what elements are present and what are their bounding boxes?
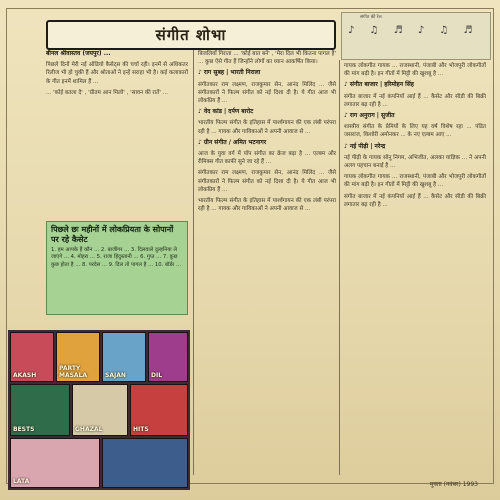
column-2-heading: ♪ ग्रीन संगीत / अमित भटनागर xyxy=(198,138,267,146)
column-2-paragraph: आज के युवा वर्ग में पॉप संगीत का क्रेज बढ़ा है ... एल्बम और रीमिक्स गीत काफी सुने जा रहे हैं ... xyxy=(198,151,336,166)
column-1-text xyxy=(46,50,188,218)
cassette-cover xyxy=(102,438,188,488)
column-3-paragraph: गायक लोकगीत गायक ... राजस्थानी, पंजाबी और भोजपुरी लोकगीतों की मांग बढ़ी है। इन गीतों में मिट्टी की खुशबू है ... xyxy=(344,174,486,189)
column-2-paragraph: भारतीय फिल्म संगीत के इतिहास में पार्श्वगायन की एक लंबी परंपरा रही है ... गायक और गायिकाओं ने अपनी आवाज से ... xyxy=(198,120,336,135)
cassette-collage xyxy=(8,330,190,490)
column-divider xyxy=(193,50,194,475)
column-3-heading: ♪ संगीत बाजार | हरिमोहन सिंह xyxy=(344,81,414,89)
column-3-paragraph: गायक लोकगीत गायक ... राजस्थानी, पंजाबी और भोजपुरी लोकगीतों की मांग बढ़ी है। इन गीतों में मिट्टी की खुशबू है ... xyxy=(344,63,486,78)
column-2-text xyxy=(198,50,336,480)
cassette-cover: AKASH xyxy=(10,332,54,382)
music-caption: संगीत की रेल xyxy=(360,15,382,20)
section-title-box xyxy=(46,20,336,50)
column-3-heading: ♪ राग अनुराग | सुजीत xyxy=(344,112,395,120)
music-notes: ♪ ♫ ♬ ♪ ♫ ♬ xyxy=(348,25,479,36)
cassette-cover: HITS xyxy=(130,384,188,436)
column-1-paragraph-2: ... 'कोई बतला दे' , 'प्रीतम आन मिलो' , 'सावन की रातें' ... xyxy=(46,89,169,96)
column-3-paragraph: संगीत बाजार में नई कंपनियाँ आई हैं ... कैसेट और सीडी की बिक्री लगातार बढ़ रही है ... xyxy=(344,193,486,208)
section-title: संगीत शोभा xyxy=(155,26,227,44)
cassette-cover: DIL xyxy=(148,332,188,382)
column-2-heading: ♪ वेद कांड | दर्पण बारोट xyxy=(198,108,254,116)
column-2-heading: ♪ राग सुबह | भारती निराला xyxy=(198,69,261,77)
column-3-paragraph: नई पीढ़ी के गायक सोनू निगम, अभिजीत, अलका याज्ञिक ... ने अपनी अलग पहचान बनाई है ... xyxy=(344,154,486,170)
column-2-paragraph: भारतीय फिल्म संगीत के इतिहास में पार्श्वगायन की एक लंबी परंपरा रही है ... गायक और गायिकाओं ने अपनी आवाज से ... xyxy=(198,198,336,213)
popular-cassettes-box xyxy=(46,221,188,315)
cassette-cover: GHAZAL xyxy=(72,384,128,436)
page-footer: मुक्ता (नवंबर) 1993 xyxy=(429,481,478,488)
cassette-cover: BESTS xyxy=(10,384,70,436)
column-3-paragraph: शास्त्रीय संगीत के प्रेमियों के लिए यह वर्ष विशेष रहा ... पंडित जसराज, किशोरी अमोनकर ... के नए एल्बम आए ... xyxy=(344,124,486,139)
cassette-cover: LATA xyxy=(10,438,100,488)
cassette-cover: SAJAN xyxy=(102,332,146,382)
popular-cassettes-list: 1. हम आपके हैं कौन ... 2. बाजीगर ... 3. दिलवाले दुल्हनिया ले जाएंगे ... 4. मोहरा ... 5. राजा हिंदुस्तानी ... 6. गुप्त ... 7. कुछ कुछ होता है ... 8. परदेस ... 9. दिल तो पागल है ... 10. बॉर्डर ... xyxy=(51,247,182,268)
column-1-paragraph: पिछले दिनों मेरी नई ऑडियो कैसेट्स की चर्चा रही। इनमें से अधिकतर रिलीज भी हो चुकी हैं और श्रोताओं ने इन्हें सराहा भी है। कई कलाकारों के गीत इनमें शामिल हैं ... xyxy=(46,62,188,85)
column-1-byline: बीनल श्रीवास्तव (जयपुर) ... xyxy=(46,50,111,57)
column-2-paragraph: बिजलियाँ गिराता ... 'कोई बात बने' , 'मेरा दिल भी कितना पागल है' ... कुछ ऐसे गीत हैं जिन्होंने लोगों का ध्यान आकर्षित किया। xyxy=(198,51,336,66)
column-3-text xyxy=(344,62,486,480)
column-3-heading: ♪ नई पीढ़ी | नरेन्द्र xyxy=(344,142,386,150)
column-3-paragraph: संगीत बाजार में नई कंपनियाँ आई हैं ... कैसेट और सीडी की बिक्री लगातार बढ़ रही है ... xyxy=(344,93,486,108)
column-2-paragraph: संगीतकार राम लक्ष्मण, राजकुमार सेन, आनंद मिलिंद ... जैसे संगीतकारों ने फिल्म संगीत को नई दिशा दी है। ये गीत आज भी लोकप्रिय हैं ... xyxy=(198,170,336,193)
cassette-cover: PARTY MASALA xyxy=(56,332,100,382)
column-divider xyxy=(339,60,340,475)
column-2-paragraph: संगीतकार राम लक्ष्मण, राजकुमार सेन, आनंद मिलिंद ... जैसे संगीतकारों ने फिल्म संगीत को नई दिशा दी है। ये गीत आज भी लोकप्रिय हैं ... xyxy=(198,81,336,105)
popular-cassettes-title: पिछले छः महीनों में लोकप्रियता के सोपानों पर रहे कैसेट xyxy=(51,225,174,244)
